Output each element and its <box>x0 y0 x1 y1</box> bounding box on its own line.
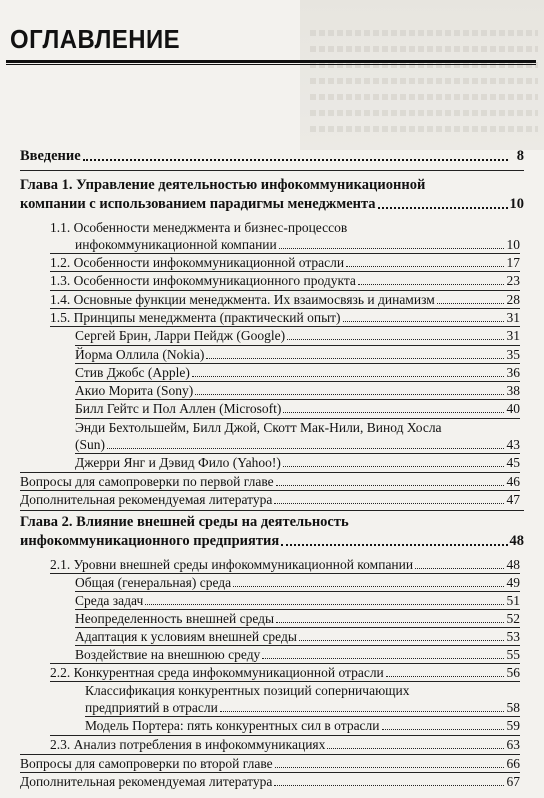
dot-leader <box>358 284 504 285</box>
dot-leader <box>386 676 504 677</box>
toc-entry-section-1-3[interactable] <box>50 272 520 289</box>
toc-entry-title: Джерри Янг и Дэвид Фило (Yahoo!) <box>75 455 281 470</box>
dot-leader <box>283 466 504 467</box>
toc-page-number: 66 <box>506 756 520 771</box>
dot-leader <box>274 785 504 786</box>
toc-entry-title: 1.2. Особенности инфокоммуникационной отрасли <box>50 255 345 270</box>
chapter-1-title-line1: Глава 1. Управление деятельностью инфокоммуникационной <box>20 177 426 193</box>
bleed-through-background <box>300 0 544 150</box>
toc-entry-section-2-2[interactable] <box>50 664 520 681</box>
dot-leader <box>195 394 504 395</box>
toc-entry-title: 1.3. Особенности инфокоммуникационного продукта <box>50 273 356 288</box>
toc-entry-title: Акио Морита (Sony) <box>75 383 194 398</box>
subsection-line1: Классификация конкурентных позиций соперничающих <box>85 683 410 698</box>
toc-page-number: 67 <box>506 774 520 789</box>
ghost-line <box>310 110 538 116</box>
dot-leader <box>378 207 508 209</box>
toc-page-number: 23 <box>506 273 520 288</box>
dot-leader <box>346 266 504 267</box>
toc-entry-person[interactable] <box>75 436 520 453</box>
toc-entry-intro[interactable] <box>20 148 524 165</box>
dot-leader <box>206 358 504 359</box>
toc-page-number: 31 <box>506 328 520 343</box>
toc-entry-title: Общая (генеральная) среда <box>75 575 232 590</box>
toc-entry-section-2-1[interactable] <box>50 556 520 573</box>
dot-leader <box>299 640 504 641</box>
person-entry-line1: Энди Бехтольшейм, Билл Джой, Скотт Мак-Нили, Винод Хосла <box>75 420 442 435</box>
toc-entry-questions-1[interactable] <box>20 473 520 490</box>
toc-entry-title: Введение <box>20 148 81 164</box>
section-1-1-line1: 1.1. Особенности менеджмента и бизнес-процессов <box>50 220 348 235</box>
dot-leader <box>437 303 504 304</box>
dot-leader <box>192 376 504 377</box>
ghost-line <box>310 46 538 52</box>
toc-page-number: 36 <box>506 365 520 380</box>
toc-page-number: 53 <box>506 629 520 644</box>
dot-leader <box>415 568 504 569</box>
toc-entry-title: Йорма Оллила (Nokia) <box>75 347 205 362</box>
toc-entry-subsection[interactable] <box>85 717 520 734</box>
toc-page-number: 17 <box>506 255 520 270</box>
toc-entry-subsection[interactable] <box>75 574 520 591</box>
toc-page-number: 56 <box>506 665 520 680</box>
toc-page-number: 8 <box>516 148 524 164</box>
page-title: ОГЛАВЛЕНИЕ <box>10 24 181 54</box>
toc-entry-section-2-3[interactable] <box>50 736 520 753</box>
toc-page-number: 10 <box>506 237 520 252</box>
toc-entry-subsection[interactable] <box>75 628 520 645</box>
toc-page-number: 43 <box>506 437 520 452</box>
dot-leader <box>382 729 504 730</box>
toc-entry-title: 2.3. Анализ потребления в инфокоммуникациях <box>50 737 326 752</box>
toc-page-number: 48 <box>506 557 520 572</box>
toc-entry-subsection[interactable] <box>75 646 520 663</box>
ghost-line <box>310 30 538 36</box>
toc-entry-subsection[interactable] <box>85 699 520 716</box>
toc-page-number: 49 <box>506 575 520 590</box>
toc-entry-title: компании с использованием парадигмы менеджмента <box>20 196 376 212</box>
dot-leader <box>274 503 504 504</box>
toc-entry-title: (Sun) <box>75 437 105 452</box>
toc-entry-title: Дополнительная рекомендуемая литература <box>20 774 273 789</box>
toc-page-number: 55 <box>506 647 520 662</box>
toc-entry-title: инфокоммуникационной компании <box>75 237 277 252</box>
ghost-line <box>310 94 538 100</box>
toc-page-number: 47 <box>506 492 520 507</box>
toc-entry-literature-2[interactable] <box>20 773 520 790</box>
dot-leader <box>107 448 504 449</box>
toc-entry-chapter-2[interactable] <box>20 533 524 550</box>
toc-entry-person[interactable] <box>75 346 520 363</box>
toc-entry-title: 2.1. Уровни внешней среды инфокоммуникационной компании <box>50 557 414 572</box>
toc-entry-subsection[interactable] <box>75 592 520 609</box>
toc-entry-title: Среда задач <box>75 593 144 608</box>
toc-entry-section-1-4[interactable] <box>50 291 520 308</box>
toc-entry-person[interactable] <box>75 327 520 344</box>
toc-page-number: 51 <box>506 593 520 608</box>
toc-page-number: 28 <box>506 292 520 307</box>
toc-entry-subsection[interactable] <box>75 610 520 627</box>
toc-entry-title: Дополнительная рекомендуемая литература <box>20 492 273 507</box>
dot-leader <box>276 622 504 623</box>
toc-entry-chapter-1[interactable] <box>20 196 524 213</box>
toc-entry-title: инфокоммуникационного предприятия <box>20 533 280 549</box>
dot-leader <box>275 767 504 768</box>
toc-entry-title: Сергей Брин, Ларри Пейдж (Google) <box>75 328 286 343</box>
toc-page-number: 58 <box>506 700 520 715</box>
title-rule <box>6 60 536 63</box>
divider <box>20 170 524 171</box>
dot-leader <box>283 412 504 413</box>
dot-leader <box>233 586 504 587</box>
ghost-line <box>310 126 538 132</box>
toc-entry-person[interactable] <box>75 382 520 399</box>
dot-leader <box>220 711 504 712</box>
toc-entry-title: 1.5. Принципы менеджмента (практический опыт) <box>50 310 341 325</box>
toc-entry-title: Стив Джобс (Apple) <box>75 365 190 380</box>
dot-leader <box>276 485 504 486</box>
toc-entry-title: предприятий в отрасли <box>85 700 218 715</box>
dot-leader <box>83 159 508 161</box>
toc-page-number: 46 <box>506 474 520 489</box>
chapter-2-title-line1: Глава 2. Влияние внешней среды на деятельность <box>20 514 349 530</box>
toc-entry-questions-2[interactable] <box>20 755 520 772</box>
divider <box>20 510 524 511</box>
toc-page-number: 59 <box>506 718 520 733</box>
toc-entry-title: Вопросы для самопроверки по первой главе <box>20 474 274 489</box>
toc-entry-title: Вопросы для самопроверки по второй главе <box>20 756 273 771</box>
toc-entry-title: 2.2. Конкурентная среда инфокоммуникационной отрасли <box>50 665 384 680</box>
toc-page-number: 63 <box>506 737 520 752</box>
toc-page-number: 40 <box>506 401 520 416</box>
dot-leader <box>279 248 504 249</box>
toc-entry-title: Воздействие на внешнюю среду <box>75 647 261 662</box>
toc-entry-literature-1[interactable] <box>20 491 520 508</box>
toc-entry-person[interactable] <box>75 454 520 471</box>
toc-page-number: 52 <box>506 611 520 626</box>
dot-leader <box>343 321 504 322</box>
toc-entry-section-1-5[interactable] <box>50 309 520 326</box>
dot-leader <box>287 339 504 340</box>
toc-entry-person[interactable] <box>75 400 520 417</box>
toc-page-number: 10 <box>509 196 524 212</box>
toc-page-number: 48 <box>509 533 524 549</box>
toc-page-number: 45 <box>506 455 520 470</box>
dot-leader <box>281 544 507 546</box>
toc-entry-title: Адаптация к условиям внешней среды <box>75 629 297 644</box>
dot-leader <box>262 658 504 659</box>
toc-entry-section-1-2[interactable] <box>50 254 520 271</box>
dot-leader <box>145 604 504 605</box>
toc-page-number: 38 <box>506 383 520 398</box>
toc-page-number: 31 <box>506 310 520 325</box>
toc-entry-title: Неопределенность внешней среды <box>75 611 275 626</box>
ghost-line <box>310 78 538 84</box>
title-rule-thin <box>6 64 536 65</box>
dot-leader <box>327 748 504 749</box>
toc-entry-title: Билл Гейтс и Пол Аллен (Microsoft) <box>75 401 282 416</box>
toc-entry-person[interactable] <box>75 364 520 381</box>
toc-entry-title: Модель Портера: пять конкурентных сил в отрасли <box>85 718 380 733</box>
toc-page-number: 35 <box>506 347 520 362</box>
toc-entry-title: 1.4. Основные функции менеджмента. Их взаимосвязь и динамизм <box>50 292 435 307</box>
toc-entry-section-1-1[interactable] <box>75 236 520 253</box>
